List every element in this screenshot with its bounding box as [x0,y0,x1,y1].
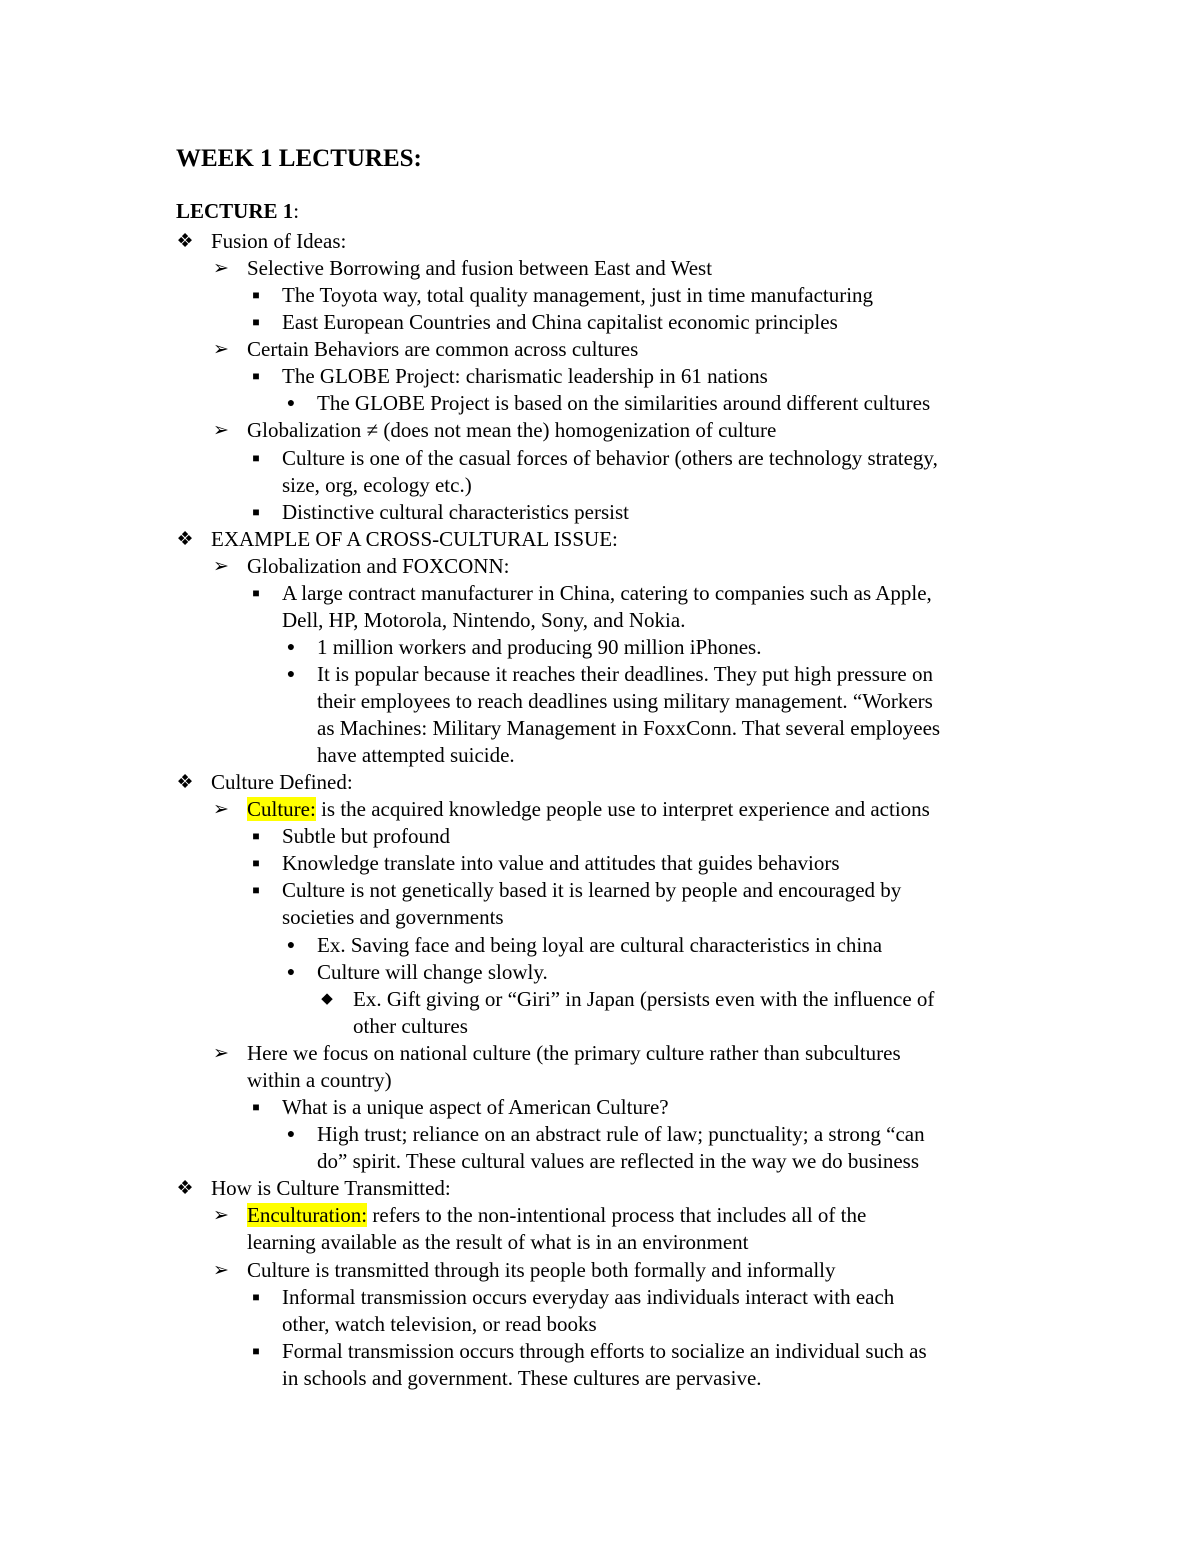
list-item-text: Knowledge translate into value and attitudes that guides behaviors [282,851,840,875]
list-item-text: Selective Borrowing and fusion between East and West [247,256,713,280]
list-item-continuation [282,472,472,499]
list-item [213,796,930,823]
list-item-text: size, org, ecology etc.) [282,473,472,497]
list-item-text: EXAMPLE OF A CROSS-CULTURAL ISSUE: [211,527,618,551]
list-item-text: Here we focus on national culture (the primary culture rather than subcultures [247,1041,901,1065]
list-item [286,390,931,417]
list-item-text: Culture is not genetically based it is learned by people and encouraged by [282,878,902,902]
list-item-text: How is Culture Transmitted: [211,1176,451,1200]
list-item [252,1284,895,1311]
list-item [213,1202,867,1229]
list-item [252,823,450,850]
list-item [213,255,713,282]
arrowhead-icon: ➢ [213,1205,229,1226]
list-item-continuation [317,1148,919,1175]
list-item-continuation [247,1067,392,1094]
list-item [286,932,883,959]
square-icon: ■ [252,1290,260,1304]
list-item-text: Certain Behaviors are common across cultures [247,337,639,361]
list-item [213,1257,836,1284]
list-item [286,661,934,688]
list-item-text: Informal transmission occurs everyday aas individuals interact with each [282,1285,895,1309]
list-item [176,1175,451,1202]
list-item [176,769,353,796]
diamond-four-petal-icon: ❖ [176,1178,194,1199]
list-item [252,309,838,336]
list-item-text: Fusion of Ideas: [211,229,347,253]
list-item-text: Culture is transmitted through its people both formally and informally [247,1258,836,1282]
list-item-text: societies and governments [282,905,504,929]
arrowhead-icon: ➢ [213,799,229,820]
list-item-text: 1 million workers and producing 90 million iPhones. [317,635,762,659]
list-item-text: The GLOBE Project is based on the similarities around different cultures [317,391,931,415]
diamond-four-petal-icon: ❖ [176,772,194,793]
list-item [286,1121,925,1148]
arrowhead-icon: ➢ [213,339,229,360]
round-dot-icon: ● [286,667,296,682]
list-item-text: learning available as the result of what is in an environment [247,1230,749,1254]
list-item-continuation [317,688,933,715]
square-icon: ■ [252,315,260,329]
square-icon: ■ [252,369,260,383]
list-item [252,445,938,472]
list-item-text: Subtle but profound [282,824,450,848]
list-item [252,1338,927,1365]
arrowhead-icon: ➢ [213,420,229,441]
list-item-text: have attempted suicide. [317,743,515,767]
list-item [252,580,932,607]
list-item-text: Culture Defined: [211,770,353,794]
list-item-continuation [282,607,685,634]
list-item [176,228,347,255]
round-dot-icon: ● [286,396,296,411]
list-item [213,553,510,580]
list-item-text: Culture will change slowly. [317,960,548,984]
list-item-continuation [282,1311,597,1338]
list-item-text: What is a unique aspect of American Culture? [282,1095,669,1119]
list-item-continuation [247,1229,749,1256]
arrowhead-icon: ➢ [213,1260,229,1281]
list-item-text: Distinctive cultural characteristics persist [282,500,629,524]
square-icon: ■ [252,586,260,600]
highlighted-term: Enculturation: [247,1203,368,1227]
square-icon: ■ [252,856,260,870]
list-item-text: do” spirit. These cultural values are reflected in the way we do business [317,1149,919,1173]
square-icon: ■ [252,288,260,302]
list-item-text: A large contract manufacturer in China, catering to companies such as Apple, [282,581,932,605]
diamond-four-petal-icon: ❖ [176,529,194,550]
list-item [176,526,618,553]
list-item [252,363,768,390]
list-item [213,417,777,444]
list-item [321,986,935,1013]
list-item-text: The GLOBE Project: charismatic leadership in 61 nations [282,364,768,388]
list-item-text: High trust; reliance on an abstract rule of law; punctuality; a strong “can [317,1122,925,1146]
list-item-text: refers to the non-intentional process that includes all of the [367,1203,867,1227]
round-dot-icon: ● [286,965,296,980]
lecture-heading [176,198,299,225]
list-item-text: Ex. Gift giving or “Giri” in Japan (persists even with the influence of [353,987,935,1011]
list-item-text: Globalization ≠ (does not mean the) homogenization of culture [247,418,777,442]
list-item-continuation [282,1365,762,1392]
lecture-heading-colon: : [293,199,300,223]
list-item-text: other cultures [353,1014,468,1038]
list-item-continuation [353,1013,468,1040]
round-dot-icon: ● [286,1127,296,1142]
list-item-text: within a country) [247,1068,392,1092]
list-item [252,850,840,877]
list-item [213,336,639,363]
list-item-text: as Machines: Military Management in FoxxConn. That several employees [317,716,941,740]
square-icon: ■ [252,883,260,897]
list-item [286,959,548,986]
list-item-text: is the acquired knowledge people use to interpret experience and actions [315,797,930,821]
arrowhead-icon: ➢ [213,556,229,577]
list-item-text: Dell, HP, Motorola, Nintendo, Sony, and Nokia. [282,608,686,632]
list-item-text: East European Countries and China capitalist economic principles [282,310,838,334]
list-item-text: Globalization and FOXCONN: [247,554,510,578]
list-item [213,1040,901,1067]
list-item [252,1094,669,1121]
highlighted-term: Culture: [247,797,316,821]
diamond-four-petal-icon: ❖ [176,231,194,252]
list-item [286,634,762,661]
lecture-heading-label: LECTURE 1 [176,199,294,223]
square-icon: ■ [252,1344,260,1358]
square-icon: ■ [252,829,260,843]
square-icon: ■ [252,505,260,519]
list-item-text: Formal transmission occurs through efforts to socialize an individual such as [282,1339,927,1363]
list-item-text: other, watch television, or read books [282,1312,597,1336]
arrowhead-icon: ➢ [213,1043,229,1064]
document-title: WEEK 1 LECTURES: [176,145,422,172]
small-diamond-icon: ◆ [321,991,333,1007]
list-item-continuation [317,742,515,769]
list-item [252,877,902,904]
list-item-text: their employees to reach deadlines using military management. “Workers [317,689,933,713]
list-item-text: The Toyota way, total quality management, just in time manufacturing [282,283,874,307]
list-item-continuation [317,715,940,742]
square-icon: ■ [252,451,260,465]
round-dot-icon: ● [286,938,296,953]
list-item [252,282,874,309]
arrowhead-icon: ➢ [213,258,229,279]
list-item-text: Culture is one of the casual forces of behavior (others are technology strategy, [282,446,938,470]
list-item-continuation [282,904,504,931]
round-dot-icon: ● [286,640,296,655]
square-icon: ■ [252,1100,260,1114]
list-item-text: Ex. Saving face and being loyal are cultural characteristics in china [317,933,883,957]
list-item-text: It is popular because it reaches their deadlines. They put high pressure on [317,662,934,686]
list-item-text: in schools and government. These cultures are pervasive. [282,1366,762,1390]
list-item [252,499,629,526]
